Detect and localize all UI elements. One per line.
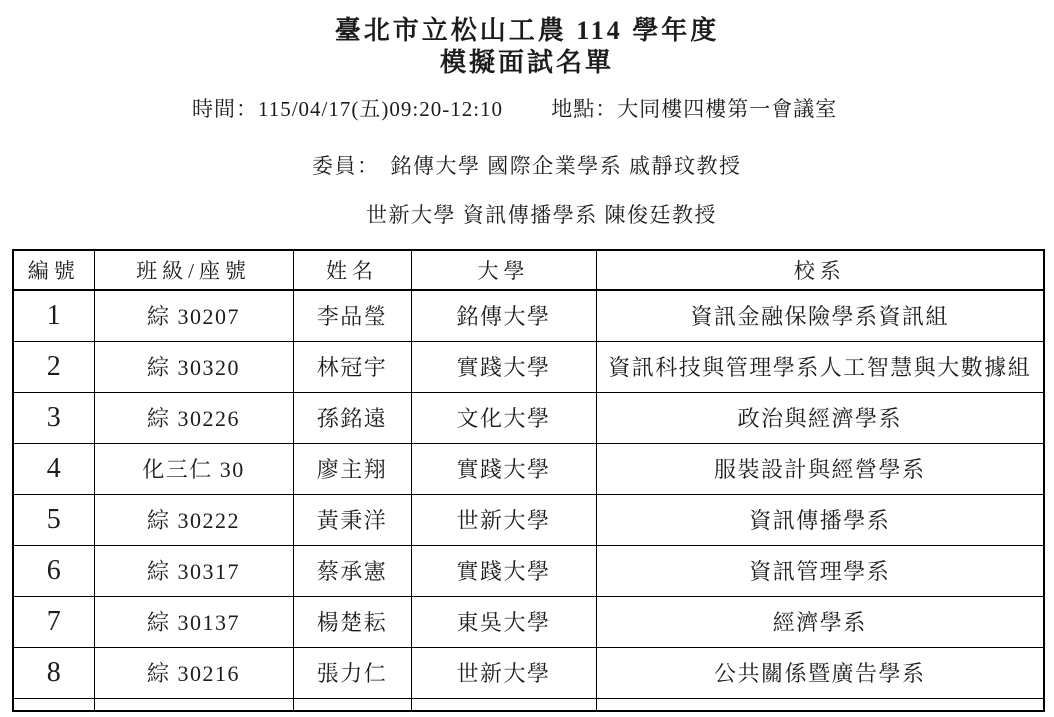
cell: 公共關係暨廣告學系 xyxy=(596,647,1044,698)
cell: 經濟學系 xyxy=(596,596,1044,647)
cell: 綜 30222 xyxy=(94,494,293,545)
cell: 楊楚耘 xyxy=(293,596,411,647)
table-row xyxy=(13,290,1044,341)
cell: 蔡承憲 xyxy=(293,545,411,596)
cell: 世新大學 xyxy=(411,647,596,698)
committee-member-1: 銘傳大學 國際企業學系 戚靜玟教授 xyxy=(390,154,742,178)
cell: 5 xyxy=(13,494,94,545)
cell: 孫銘遠 xyxy=(293,392,411,443)
column-header-2: 姓名 xyxy=(293,250,411,290)
cell: 綜 30317 xyxy=(94,545,293,596)
cell: 綜 30226 xyxy=(94,392,293,443)
cell: 資訊傳播學系 xyxy=(596,494,1044,545)
cell: 林冠宇 xyxy=(293,341,411,392)
cell: 東吳大學 xyxy=(411,596,596,647)
committee-label: 委員： xyxy=(312,154,380,178)
committee-block xyxy=(0,150,1054,229)
cell: 服裝設計與經營學系 xyxy=(596,443,1044,494)
cell xyxy=(293,698,411,711)
cell: 實踐大學 xyxy=(411,443,596,494)
cell: 資訊金融保險學系資訊組 xyxy=(596,290,1044,341)
cell: 3 xyxy=(13,392,94,443)
cell: 化三仁 30 xyxy=(94,443,293,494)
cell xyxy=(411,698,596,711)
schedule-info-line xyxy=(192,93,1054,123)
cell: 張力仁 xyxy=(293,647,411,698)
cell: 資訊科技與管理學系人工智慧與大數據組 xyxy=(596,341,1044,392)
location-text xyxy=(551,97,837,121)
cell: 6 xyxy=(13,545,94,596)
title-line-2: 模擬面試名單 xyxy=(439,48,614,77)
roster-body xyxy=(13,290,1044,711)
table-row xyxy=(13,341,1044,392)
roster-header-row xyxy=(13,250,1044,290)
cell: 綜 30137 xyxy=(94,596,293,647)
committee-line-2 xyxy=(366,199,1054,229)
cell: 資訊管理學系 xyxy=(596,545,1044,596)
cell: 實踐大學 xyxy=(411,341,596,392)
cell: 文化大學 xyxy=(411,392,596,443)
cell: 政治與經濟學系 xyxy=(596,392,1044,443)
cell: 1 xyxy=(13,290,94,341)
location-value: 大同樓四樓第一會議室 xyxy=(617,97,838,121)
table-row xyxy=(13,443,1044,494)
cell: 7 xyxy=(13,596,94,647)
title-line-1: 臺北市立松山工農 114 學年度 xyxy=(334,16,720,45)
committee-member-2: 世新大學 資訊傳播學系 陳俊廷教授 xyxy=(366,203,717,227)
cell: 4 xyxy=(13,443,94,494)
roster-table xyxy=(12,249,1045,712)
time-value: 115/04/17(五)09:20-12:10 xyxy=(258,97,504,121)
column-header-1: 班級/座號 xyxy=(94,250,293,290)
cell: 綜 30216 xyxy=(94,647,293,698)
table-row xyxy=(13,392,1044,443)
cell: 廖主翔 xyxy=(293,443,411,494)
column-header-3: 大學 xyxy=(411,250,596,290)
cell: 2 xyxy=(13,341,94,392)
cell: 李品瑩 xyxy=(293,290,411,341)
cell: 銘傳大學 xyxy=(411,290,596,341)
column-header-0: 編號 xyxy=(13,250,94,290)
cell: 綜 30207 xyxy=(94,290,293,341)
cell: 實踐大學 xyxy=(411,545,596,596)
table-row xyxy=(13,494,1044,545)
time-text xyxy=(192,97,503,121)
cell xyxy=(596,698,1044,711)
table-row xyxy=(13,545,1044,596)
document-title xyxy=(0,0,1054,79)
cell: 黃秉洋 xyxy=(293,494,411,545)
table-row-partial xyxy=(13,698,1044,711)
location-label: 地點： xyxy=(551,97,618,121)
cell: 世新大學 xyxy=(411,494,596,545)
committee-line-1 xyxy=(312,150,1054,180)
cell: 8 xyxy=(13,647,94,698)
cell xyxy=(13,698,94,711)
column-header-4: 校系 xyxy=(596,250,1044,290)
time-label: 時間： xyxy=(192,97,258,121)
table-row xyxy=(13,596,1044,647)
table-row xyxy=(13,647,1044,698)
cell: 綜 30320 xyxy=(94,341,293,392)
cell xyxy=(94,698,293,711)
